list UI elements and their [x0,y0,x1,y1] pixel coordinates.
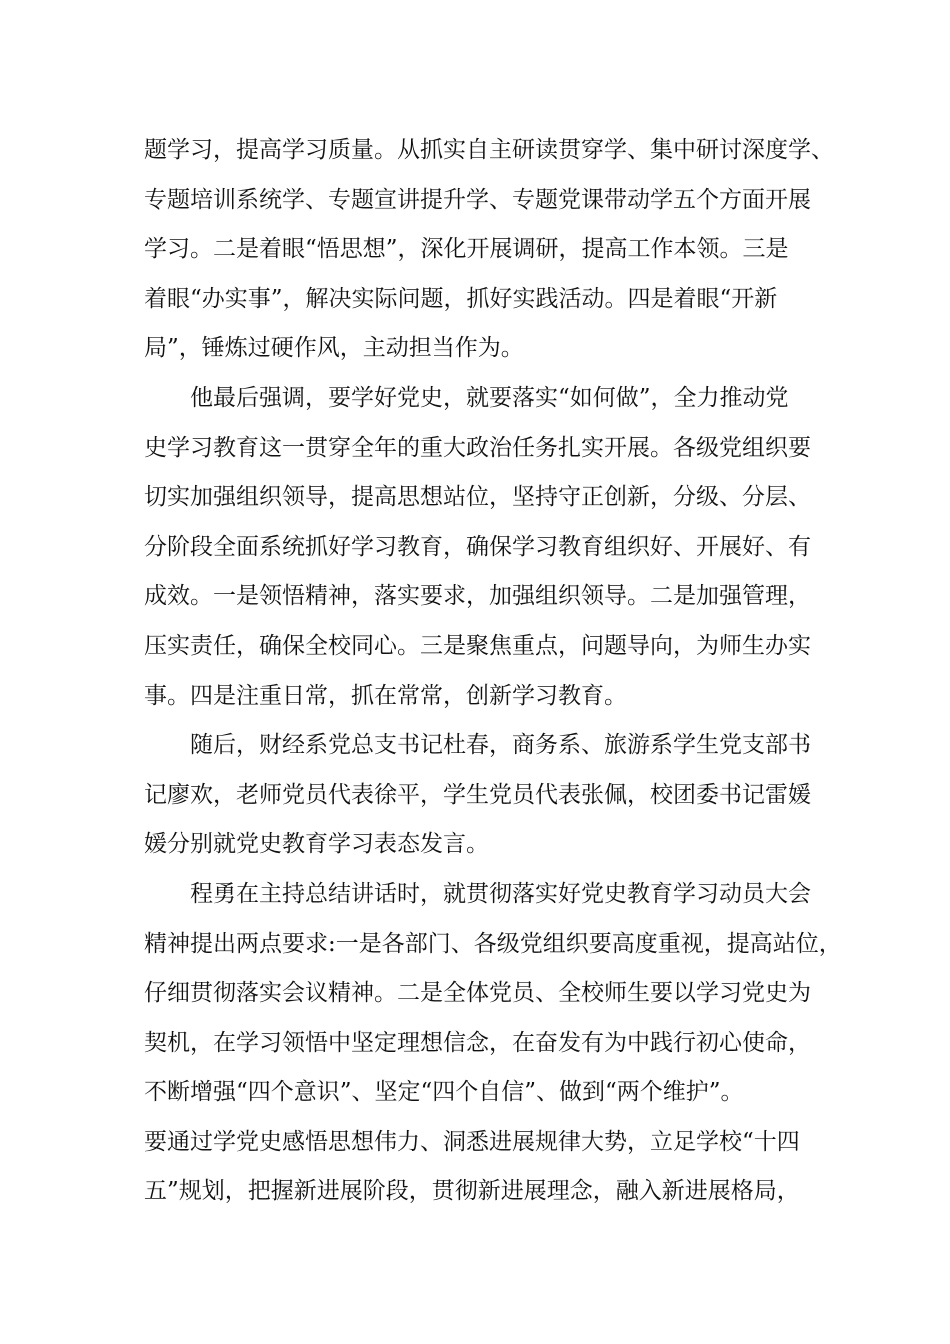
text-line: 压实责任，确保全校同心。三是聚焦重点，问题导向，为师生办实 [144,632,811,659]
text-line: 专题培训系统学、专题宣讲提升学、专题党课带动学五个方面开展 [144,186,811,213]
text-line: 契机，在学习领悟中坚定理想信念，在奋发有为中践行初心使命， [144,1029,811,1056]
text-line: 记廖欢，老师党员代表徐平，学生党员代表张佩，校团委书记雷媛 [144,781,811,808]
text-line: 切实加强组织领导，提高思想站位，坚持守正创新，分级、分层、 [144,484,811,511]
text-line: 学习。二是着眼“悟思想”，深化开展调研，提高工作本领。三是 [144,236,789,263]
text-line: 事。四是注重日常，抓在常常，创新学习教育。 [144,682,627,709]
text-line: 题学习，提高学习质量。从抓实自主研读贯穿学、集中研讨深度学、 [144,137,834,163]
text-line: 史学习教育这一贯穿全年的重大政治任务扎实开展。各级党组织要 [144,434,811,461]
text-line: 媛分别就党史教育学习表态发言。 [144,831,489,858]
text-line: 仔细贯彻落实会议精神。二是全体党员、全校师生要以学习党史为 [144,980,811,1007]
body-text [144,126,844,1217]
text-line: 五”规划，把握新进展阶段，贯彻新进展理念，融入新进展格局， [144,1178,800,1205]
text-line: 不断增强“四个意识”、坚定“四个自信”、做到“两个维护”。 [144,1079,744,1106]
text-line: 成效。一是领悟精神，落实要求，加强组织领导。二是加强管理， [144,583,811,610]
paragraph-first-line: 他最后强调，要学好党史，就要落实“如何做”，全力推动党 [190,384,789,411]
paragraph-first-line: 随后，财经系党总支书记杜春，商务系、旅游系学生党支部书 [190,732,811,759]
text-line: 分阶段全面系统抓好学习教育，确保学习教育组织好、开展好、有 [144,533,811,560]
paragraph-first-line: 程勇在主持总结讲话时，就贯彻落实好党史教育学习动员大会 [190,880,811,907]
text-line: 局”，锤炼过硬作风，主动担当作为。 [144,335,524,362]
text-line: 着眼“办实事”，解决实际问题，抓好实践活动。四是着眼“开新 [144,285,778,312]
text-line: 精神提出两点要求:一是各部门、各级党组织要高度重视，提高站位， [144,930,842,957]
text-line: 要通过学党史感悟思想伟力、洞悉进展规律大势，立足学校“十四 [144,1128,800,1155]
